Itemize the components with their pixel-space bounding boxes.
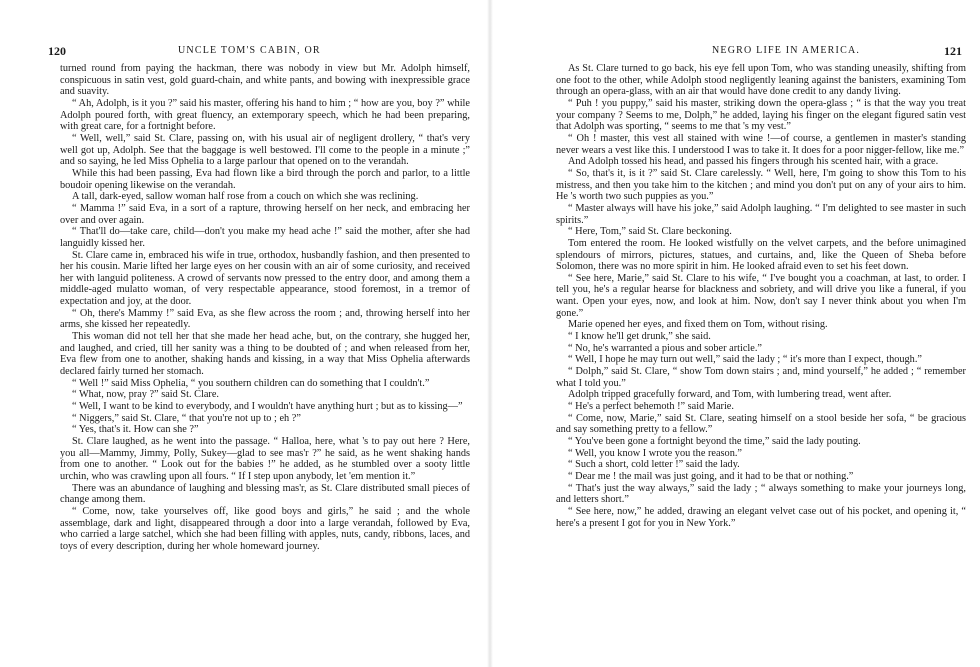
paragraph: While this had been passing, Eva had flown like a bird through the porch and parlor, to a little boudoir opening likewise on the verandah. <box>60 167 470 191</box>
paragraph: Adolph tripped gracefully forward, and Tom, with lumbering tread, went after. <box>568 389 892 401</box>
paragraph: “ Mamma !” said Eva, in a sort of a rapture, throwing herself on her neck, and embracing her over and over again. <box>60 202 470 226</box>
paragraph: “ Master always will have his joke,” said Adolph laughing. “ I'm delighted to see master in such spirits.” <box>556 202 966 226</box>
page-number: 120 <box>48 44 66 58</box>
paragraph: “ I know he'll get drunk,” she said. <box>568 331 711 343</box>
paragraph: “ Well, I hope he may turn out well,” said the lady ; “ it's more than I expect, though.” <box>568 354 922 366</box>
paragraph: “ No, he's warranted a pious and sober article.” <box>568 342 762 354</box>
paragraph: “ Well, well,” said St. Clare, passing on, with his usual air of negligent drollery, “ that's very well got up, Adolph. See that the baggage is well bestowed. I'll come to the people in a minute ;” and so saying, he led Miss Ophelia to a large parlour that opened on to the verandah. <box>60 132 470 168</box>
running-head: UNCLE TOM'S CABIN, OR <box>178 45 321 56</box>
paragraph: St. Clare came in, embraced his wife in true, orthodox, husbandly fashion, and then presented to her his cousin. Marie lifted her large eyes on her cousin with an air of some curiosity, and received her with languid politeness. A crowd of servants now pressed to the entry door, and among them a middle-aged mulatto woman, of very respectable appearance, stood foremost, in a tremor of expectation and joy, at the door. <box>60 249 470 308</box>
paragraph: “ Dear me ! the mail was just going, and it had to be that or nothing.” <box>568 470 854 482</box>
right-page-header <box>552 44 962 58</box>
paragraph: “ See here, now,” he added, drawing an elegant velvet case out of his pocket, and opening it, “ here's a present I got for you in New York.” <box>556 505 966 529</box>
paragraph: “ See here, Marie,” said St. Clare to his wife, “ I've bought you a coachman, at last, to order. I tell you, he's a regular hearse for blackness and sobriety, and will drive you like a funeral, if you want. Open your eyes, now, and look at him. Now, don't say I never think about you when I'm gone.” <box>556 272 966 319</box>
running-head: NEGRO LIFE IN AMERICA. <box>712 45 861 56</box>
right-page <box>490 0 980 667</box>
paragraph: “ Ah, Adolph, is it you ?” said his master, offering his hand to him ; “ how are you, boy ?” while Adolph poured forth, with great fluency, an extemporary speech, which he had been preparing, with great care, for a fortnight before. <box>60 97 470 133</box>
page-number: 121 <box>944 44 962 58</box>
paragraph: “ He's a perfect behemoth !” said Marie. <box>568 401 734 413</box>
paragraph: St. Clare laughed, as he went into the passage. “ Halloa, here, what 's to pay out here ? Here, you all—Mammy, Jimmy, Polly, Sukey—glad to see mas'r ?” he said, as he went shaking hands from one to another. “ Look out for the babies !” he added, as he stumbled over a sooty little urchin, who was crawling upon all fours. “ If I step upon anybody, let 'em mention it.” <box>60 436 470 482</box>
paragraph: Tom entered the room. He looked wistfully on the velvet carpets, and the before unimagined splendours of mirrors, pictures, statues, and curtains, and, like the Queen of Sheba before Solomon, there was no more spirit in him. He looked afraid even to set his feet down. <box>556 237 966 273</box>
paragraph: “ Dolph,” said St. Clare, “ show Tom down stairs ; and, mind yourself,” he added ; “ remember what I told you.” <box>556 366 966 389</box>
paragraph: “ Come, now, Marie,” said St. Clare, seating himself on a stool beside her sofa, “ be gracious and say something pretty to a fellow.” <box>556 412 966 436</box>
paragraph: “ That'll do—take care, child—don't you make my head ache !” said the mother, after she had languidly kissed her. <box>60 226 470 249</box>
paragraph: “ Such a short, cold letter !” said the lady. <box>568 459 740 471</box>
paragraph: turned round from paying the hackman, there was nobody in view but Mr. Adolph himself, conspicuous in satin vest, gold guard-chain, and white pants, and bowing with inexpressible grace and suavity. <box>60 63 470 98</box>
paragraph: “ Niggers,” said St. Clare, “ that you're not up to ; eh ?” <box>72 412 301 424</box>
paragraph: “ Come, now, take yourselves off, like good boys and girls,” he said ; and the whole assemblage, dark and light, disappeared through a door into a large verandah, followed by Eva, who carried a large satchel, which she had been filling with apples, nuts, candy, ribbons, laces, and toys of every description, during her whole homeward journey. <box>60 505 470 552</box>
paragraph: “ Puh ! you puppy,” said his master, striking down the opera-glass ; “ is that the way you treat your company ? Seems to me, Dolph,” he added, laying his finger on the elegant figured satin vest that Adolph was sporting, “ seems to me that 's my vest.” <box>556 97 966 133</box>
paragraph: Marie opened her eyes, and fixed them on Tom, without rising. <box>568 319 828 331</box>
paragraph: “ That's just the way always,” said the lady ; “ always something to make your journeys long, and letters short.” <box>556 482 966 506</box>
paragraph: As St. Clare turned to go back, his eye fell upon Tom, who was standing uneasily, shifting from one foot to the other, while Adolph stood negligently leaning against the banisters, examining Tom through an opera-glass, with an air that would have done credit to any dandy living. <box>556 63 966 98</box>
paragraph: “ Yes, that's it. How can she ?” <box>72 424 199 436</box>
paragraph: A tall, dark-eyed, sallow woman half rose from a couch on which she was reclining. <box>72 191 419 203</box>
paragraph: “ Oh, there's Mammy !” said Eva, as she flew across the room ; and, throwing herself into her arms, she kissed her repeatedly. <box>60 307 470 331</box>
left-page-header <box>48 44 468 58</box>
paragraph: “ Well, I want to be kind to everybody, and I wouldn't have anything hurt ; but as to kissing—” <box>72 401 463 413</box>
right-page-text <box>556 63 966 529</box>
paragraph: “ Well, you know I wrote you the reason.” <box>568 447 742 459</box>
left-page-text <box>60 63 470 553</box>
paragraph: “ So, that's it, is it ?” said St. Clare carelessly. “ Well, here, I'm going to show this Tom to his mistress, and then you take him to the kitchen ; and mind you don't put on any of your airs to him. He 's worth two such puppies as you.” <box>556 167 966 203</box>
paragraph: This woman did not tell her that she made her head ache, but, on the contrary, she hugged her, and laughed, and cried, till her sanity was a thing to be doubted of ; and when released from her, Eva flew from one to another, shaking hands and kissing, in a way that Miss Ophelia afterwards declared fairly turned her stomach. <box>60 331 470 378</box>
paragraph: “ What, now, pray ?” said St. Clare. <box>72 389 219 401</box>
paragraph: “ Here, Tom,” said St. Clare beckoning. <box>568 226 732 238</box>
paragraph: “ Well !” said Miss Ophelia, “ you southern children can do something that I couldn't.” <box>72 377 430 389</box>
paragraph: “ Oh ! master, this vest all stained with wine !—of course, a gentlemen in master's standing never wears a vest like this. I understood I was to take it. It does for a poor nigger-fellow, like me.” <box>556 132 966 156</box>
paragraph: “ You've been gone a fortnight beyond the time,” said the lady pouting. <box>568 436 861 447</box>
paragraph: There was an abundance of laughing and blessing mas'r, as St. Clare distributed small pieces of change among them. <box>60 482 470 506</box>
paragraph: And Adolph tossed his head, and passed his fingers through his scented hair, with a grace. <box>568 156 939 168</box>
